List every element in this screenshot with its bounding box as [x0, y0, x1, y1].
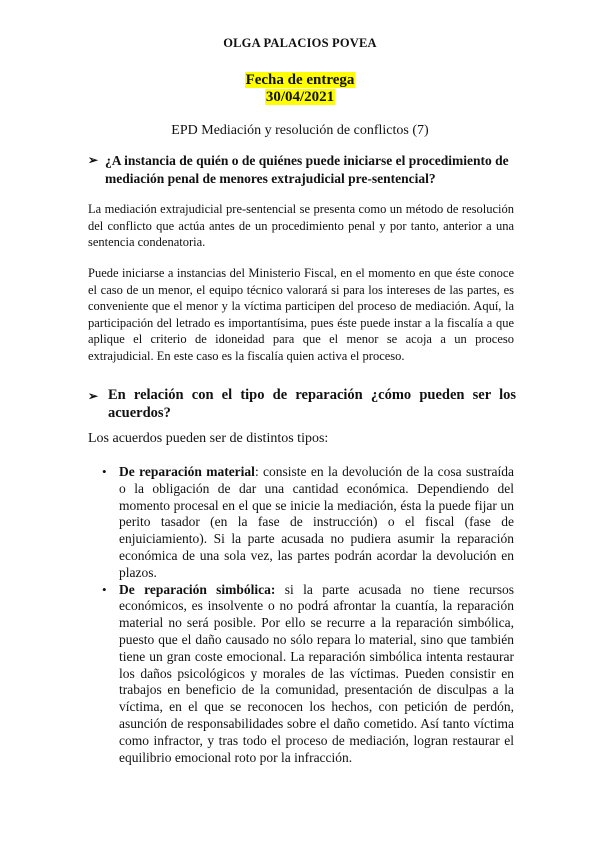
- answer-1-paragraph-2: Puede iniciarse a instancias del Ministerio Fiscal, en el momento en que éste conoce el caso de un menor, el equipo técnico valorará si para los intereses de las partes, es conveniente que el menor y la víctima participen del proceso de mediación. Aquí, la participación del letrado es importantísima, pues éste puede instar a la fiscalía a que aplique el criterio de idoneidad para que el menor se acoja a un proceso extrajudicial. En este caso es la fiscalía quien activa el proceso.: [88, 266, 514, 363]
- bullet-icon: •: [102, 464, 107, 479]
- arrow-bullet-icon: ➢: [88, 153, 99, 167]
- document-subject: EPD Mediación y resolución de conflictos (7): [171, 123, 429, 138]
- item-text: : consiste en la devolución de la cosa sustraída o la obligación de dar una cantidad económica. Dependiendo del momento procesal en el que se inicie la mediación, ésta la puede fijar un perito tasador (en la fase de instrucción) o el fiscal (fase de enjuiciamiento). Si la parte acusada no pudiera asumir la reparación económica de una sola vez, las partes podrán acordar la devolución en plazos.: [119, 464, 514, 580]
- list-item: [88, 464, 514, 582]
- item-text: si la parte acusada no tiene recursos económicos, es insolvente o no podrá afrontar la cuantía, la reparación material no será posible. Por ello se recurre a la reparación simbólica, puesto que el daño causado no sólo repara lo material, sino que también tiene un gran coste emocional. La reparación simbólica intenta restaurar los daños psicológicos y morales de las víctimas. Pueden consistir en trabajos en beneficio de la comunidad, presentación de disculpas a la víctima, en el que se reconocen los hechos, con petición de perdón, asunción de responsabilidades sobre el daño cometido. Así tanto víctima como infractor, y tras todo el proceso de mediación, logran restaurar el equilibrio emocional roto por la infracción.: [119, 581, 514, 765]
- answer-2-intro: Los acuerdos pueden ser de distintos tipos:: [88, 431, 329, 446]
- item-term: De reparación material: [119, 464, 255, 479]
- delivery-date: 30/04/2021: [265, 89, 335, 105]
- author-name: OLGA PALACIOS POVEA: [223, 36, 377, 50]
- item-term: De reparación simbólica:: [119, 581, 276, 597]
- list-item: [88, 582, 514, 767]
- answer-1-paragraph-1: La mediación extrajudicial pre-sentencial se presenta como un método de resolución del conflicto que actúa antes de un procedimiento penal y por tanto, anterior a una sentencia condenatoria.: [88, 202, 514, 249]
- question-2: [88, 386, 516, 422]
- question-1: [88, 152, 528, 187]
- bullet-icon: •: [102, 581, 107, 597]
- delivery-label: Fecha de entrega: [245, 72, 355, 88]
- agreement-types-list: [88, 464, 514, 766]
- arrow-bullet-icon: ➢: [88, 389, 99, 403]
- question-1-text: ¿A instancia de quién o de quiénes puede iniciarse el procedimiento de mediación penal de menores extrajudicial pre-sentencial?: [105, 153, 509, 186]
- question-2-text: En relación con el tipo de reparación ¿cómo pueden ser los acuerdos?: [108, 387, 516, 421]
- delivery-date-block: [0, 72, 600, 106]
